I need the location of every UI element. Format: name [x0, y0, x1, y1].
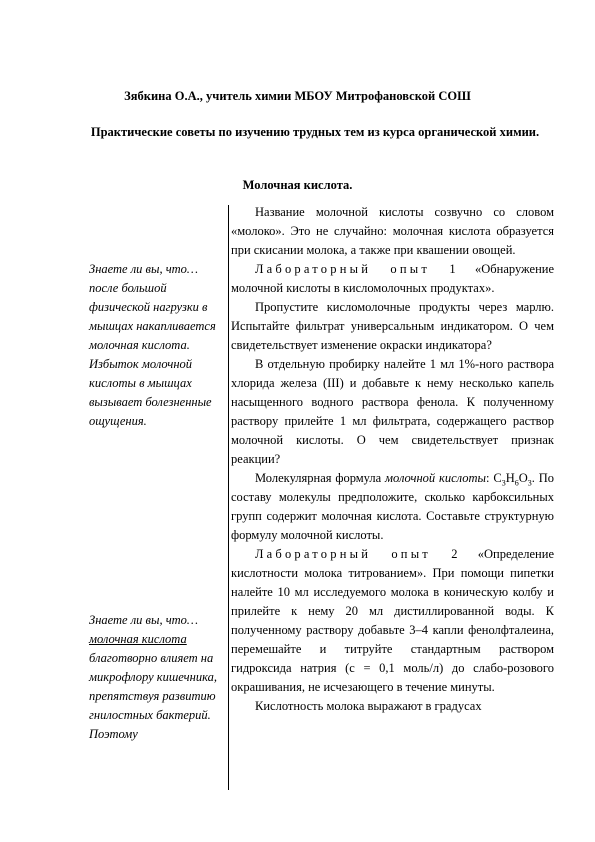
formula-text: . По составу молекулы предположите, сколько карбоксильных групп содержит молочная кислота. Составьте структурную формулу молочной кислоты. — [231, 471, 555, 542]
lab-1-heading — [231, 260, 554, 298]
formula-colon: : — [486, 471, 490, 485]
lab-2-paragraph — [231, 545, 554, 697]
note-term: молочная кислота — [89, 632, 187, 646]
author-line: Зябкина О.А., учитель химии МБОУ Митрофановской СОШ — [124, 89, 471, 103]
topic-title: Молочная кислота. — [242, 178, 353, 192]
sidebar-note-1: Знаете ли вы, что… после большой физической нагрузки в мышцах накапливается молочная кислота. Избыток молочной кислоты в мышцах вызывает болезненные ощущения. — [89, 262, 216, 428]
paragraph-formula — [231, 469, 554, 545]
molecular-formula: $C_3H_6O_3$ — [493, 471, 532, 488]
formula-intro: Молекулярная формула — [255, 471, 382, 485]
paragraph-intro: Название молочной кислоты созвучно со словом «молоко». Это не случайно: молочная кислота образуется при скисании молока, а также при квашении овощей. — [231, 205, 554, 257]
lab-1-label: Лабораторный опыт 1 — [255, 262, 459, 276]
note-text: благотворно влияет на микрофлору кишечника, препятствуя развитию гнилостных бактерий. Поэтому — [89, 651, 217, 741]
document-subtitle: Практические советы по изучению трудных тем из курса органической химии. — [90, 125, 540, 139]
paragraph-filter: Пропустите кисломолочные продукты через марлю. Испытайте фильтрат универсальным индикатором. О чем свидетельствует изменение окраски индикатора? — [231, 300, 554, 352]
formula-term: молочной кислоты — [385, 471, 486, 485]
lab-2-label: Лабораторный опыт 2 — [255, 547, 461, 561]
column-divider — [228, 205, 229, 790]
note-intro: Знаете ли вы, что… — [89, 613, 199, 627]
paragraph-iron-chloride: В отдельную пробирку налейте 1 мл 1%-ного раствора хлорида железа (III) и добавьте к нему несколько капель насыщенного водного раствора фенола. К полученному раствору прилейте 1 мл фильтрата, содержащего раствор молочной кислоты. О чем свидетельствует признак реакции? — [231, 357, 554, 466]
lab-1-title: «Обнаружение молочной кислоты в кисломолочных продуктах». — [231, 262, 554, 295]
sidebar-note-2 — [89, 611, 221, 744]
paragraph-acidity: Кислотность молока выражают в градусах — [255, 699, 482, 713]
main-text-column — [231, 203, 554, 716]
lab-2-text: «Определение кислотности молока титрованием». При помощи пипетки налейте 10 мл исследуемого молока в коническую колбу и прилейте к нему 20 мл дистиллированной воды. К полученному раствору добавьте 3–4 капли фенолфталеина, перемешайте и титруйте стандартным раствором гидроксида натрия (с = 0,1 моль/л) до слабо-розового окрашивания, не исчезающего в течение минуты. — [231, 547, 554, 694]
